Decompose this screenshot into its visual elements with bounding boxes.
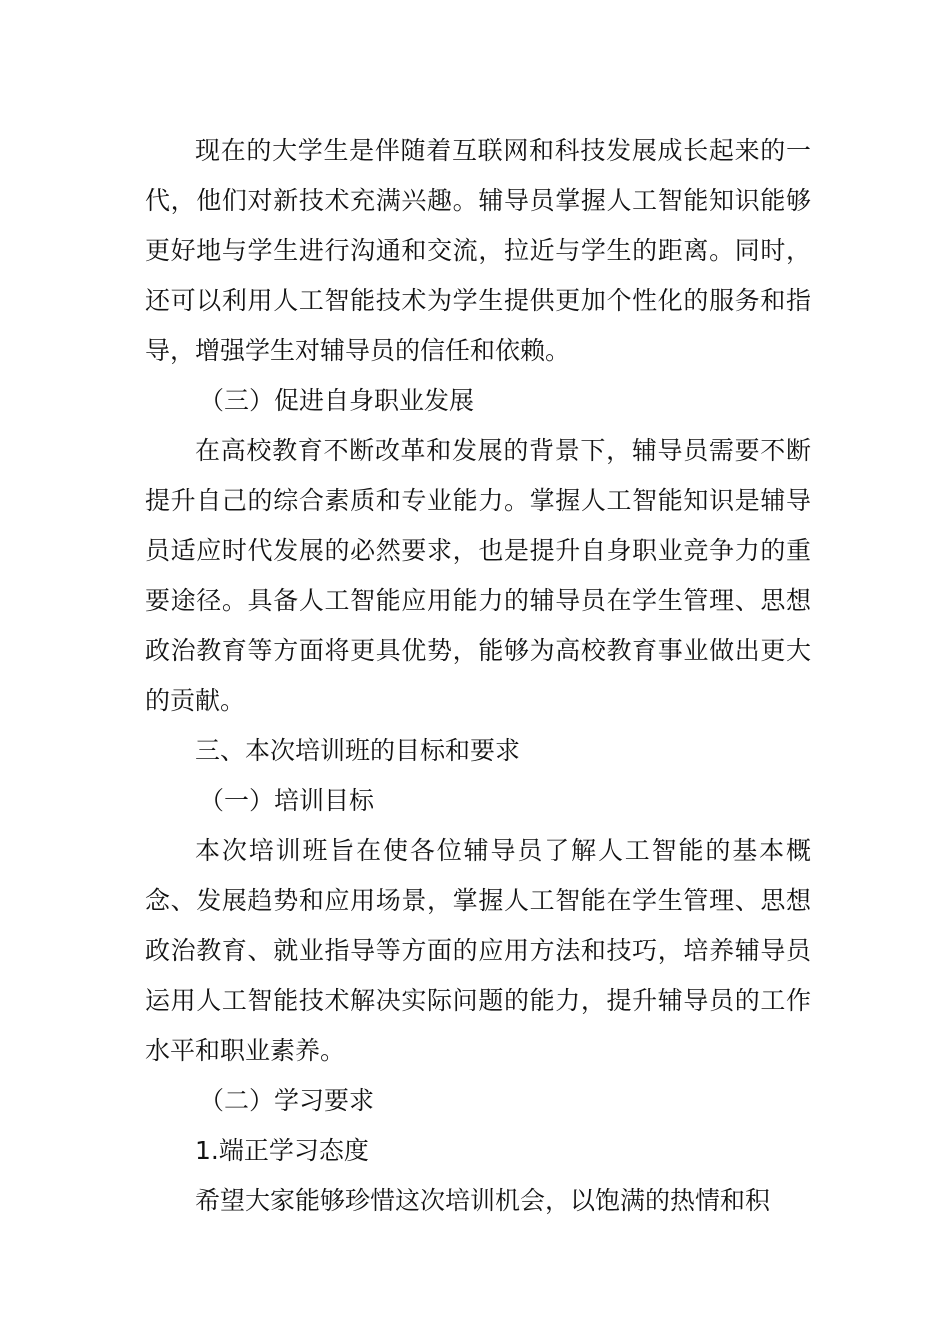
- subheading-learning-requirements: （二）学习要求: [199, 1086, 375, 1115]
- subheading-career-development: （三）促进自身职业发展: [199, 386, 475, 415]
- heading-learning-attitude: 1.端正学习态度: [195, 1136, 369, 1165]
- subheading-training-objective: （一）培训目标: [199, 786, 375, 815]
- heading-training-goals: 三、本次培训班的目标和要求: [195, 736, 521, 765]
- paragraph-student-interest: 现在的大学生是伴随着互联网和科技发展成长起来的一代，他们对新技术充满兴趣。辅导员掌握人工智能知识能够更好地与学生进行沟通和交流，拉近与学生的距离。同时，还可以利用人工智能技术为学生提供更加个性化的服务和指导，增强学生对辅导员的信任和依赖。: [145, 136, 811, 365]
- document-body: [145, 126, 811, 1226]
- paragraph-career-development: 在高校教育不断改革和发展的背景下，辅导员需要不断提升自己的综合素质和专业能力。掌握人工智能知识是辅导员适应时代发展的必然要求，也是提升自身职业竞争力的重要途径。具备人工智能应用能力的辅导员在学生管理、思想政治教育等方面将更具优势，能够为高校教育事业做出更大的贡献。: [145, 436, 811, 715]
- paragraph-learning-attitude: 希望大家能够珍惜这次培训机会，以饱满的热情和积: [195, 1186, 771, 1215]
- paragraph-training-objective: 本次培训班旨在使各位辅导员了解人工智能的基本概念、发展趋势和应用场景，掌握人工智能在学生管理、思想政治教育、就业指导等方面的应用方法和技巧，培养辅导员运用人工智能技术解决实际问题的能力，提升辅导员的工作水平和职业素养。: [145, 836, 811, 1065]
